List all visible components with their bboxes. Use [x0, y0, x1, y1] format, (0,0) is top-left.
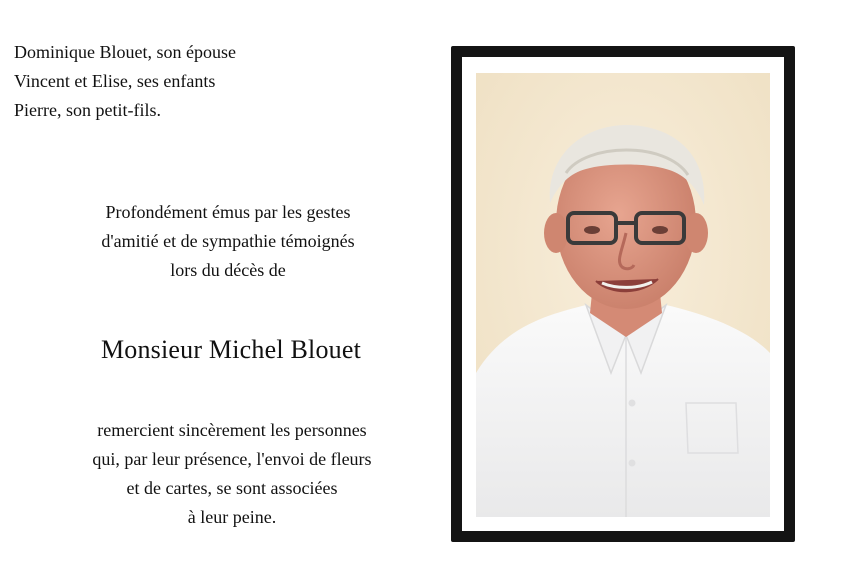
deceased-name: Monsieur Michel Blouet [100, 335, 362, 364]
thanks-line: à leur peine. [187, 507, 277, 527]
photo-frame [451, 46, 795, 542]
portrait-photo [476, 73, 770, 517]
intro-line: d'amitié et de sympathie témoignés [101, 231, 355, 251]
intro-line: lors du décès de [170, 260, 286, 280]
thanks-line: remercient sincèrement les personnes [97, 420, 367, 440]
thanks-paragraph [12, 416, 452, 532]
intro-line: Profondément émus par les gestes [105, 202, 351, 222]
photo-mat [462, 57, 784, 531]
thanks-line: et de cartes, se sont associées [126, 478, 338, 498]
family-line-spouse: Dominique Blouet, son épouse [14, 42, 236, 62]
thanks-line: qui, par leur présence, l'envoi de fleurs [92, 449, 372, 469]
intro-paragraph [8, 198, 448, 285]
family-line-grandson: Pierre, son petit-fils. [14, 100, 161, 120]
portrait-illustration [476, 73, 770, 517]
family-line-children: Vincent et Elise, ses enfants [14, 71, 216, 91]
family-members [14, 38, 434, 125]
